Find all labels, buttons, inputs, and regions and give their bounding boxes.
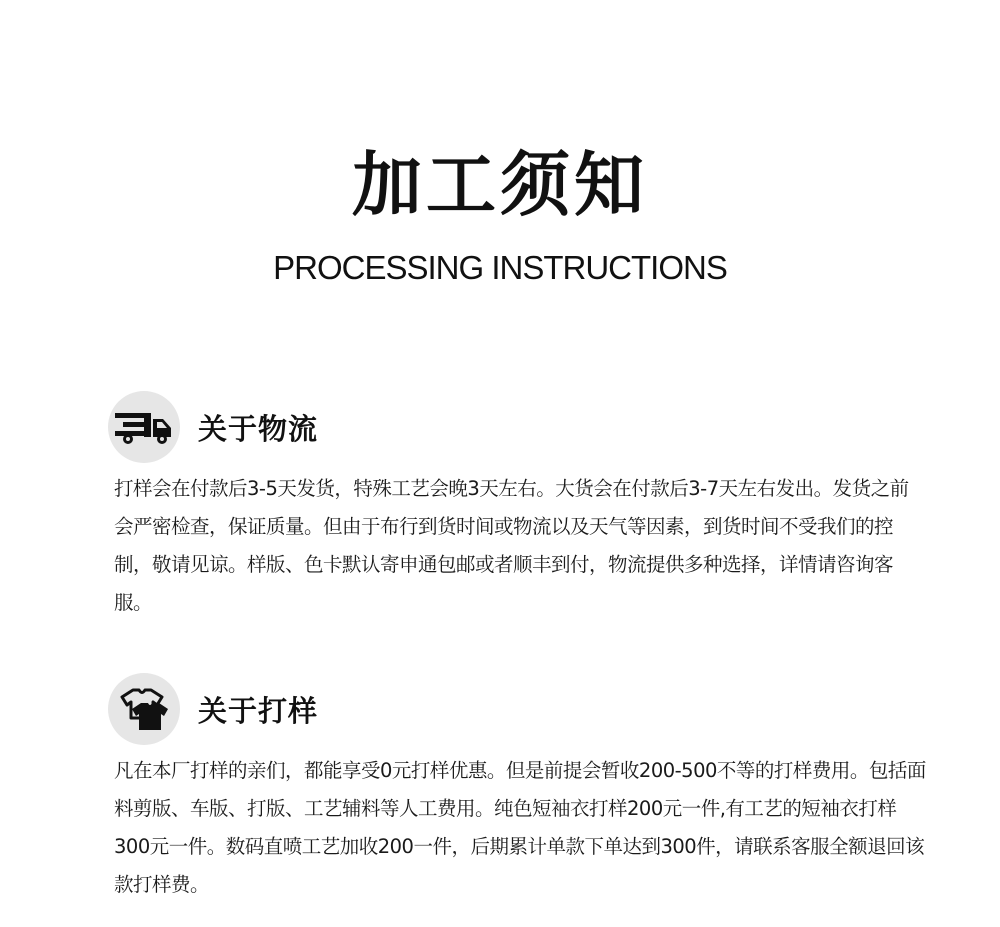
logistics-section [108,390,938,622]
logistics-section-body: 打样会在付款后3-5天发货，特殊工艺会晚3天左右。大货会在付款后3-7天左右发出。发货之前会严密检查，保证质量。但由于布行到货时间或物流以及天气等因素，到货时间不受我们的控制，敬请见谅。样版、色卡默认寄申通包邮或者顺丰到付，物流提供多种选择，详情请咨询客服。 [114,477,909,614]
page-header [0,140,1000,288]
logistics-section-header [108,390,938,464]
sampling-section-body: 凡在本厂打样的亲们，都能享受0元打样优惠。但是前提会暂收200-500不等的打样费用。包括面料剪版、车版、打版、工艺辅料等人工费用。纯色短袖衣打样200元一件,有工艺的短袖衣打样300元一件。数码直喷工艺加收200一件，后期累计单款下单达到300件，请联系客服全额退回该款打样费。 [114,759,926,896]
page-subtitle: PROCESSING INSTRUCTIONS [273,249,727,286]
page-title: 加工须知 [352,144,648,226]
tshirt-icon [108,673,180,745]
sampling-section [108,672,938,904]
logistics-section-title: 关于物流 [198,411,319,446]
sampling-section-title: 关于打样 [198,693,319,728]
sampling-section-header [108,672,938,746]
truck-icon [108,391,180,463]
